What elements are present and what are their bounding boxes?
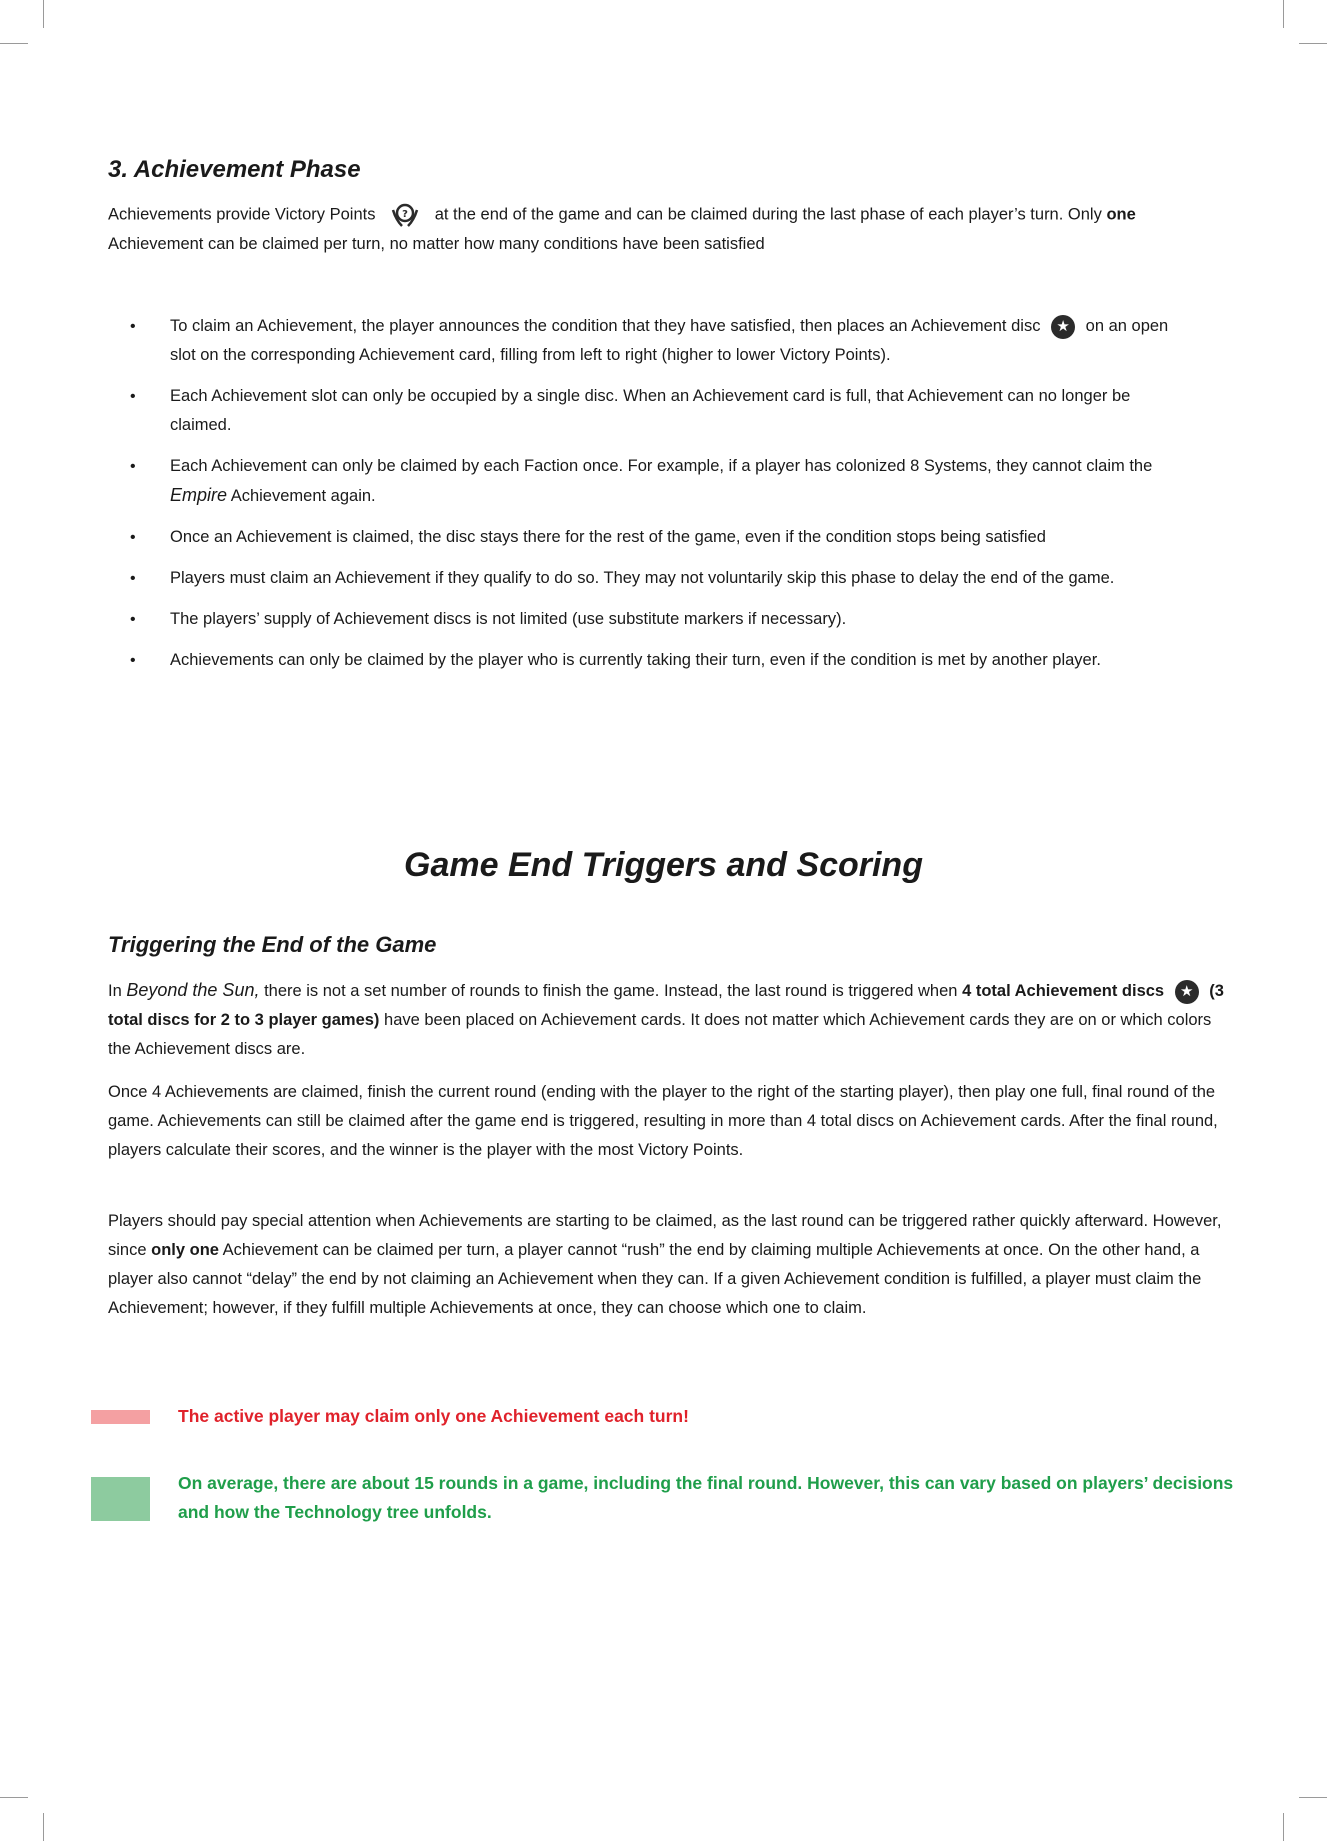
bullet-3-text-a: Each Achievement can only be claimed by each Faction once. For example, if a player has colonized 8 Systems, they cannot claim the	[170, 457, 1153, 475]
achievement-disc-icon: ★	[1175, 980, 1199, 1004]
trigger-3-bold: only one	[151, 1241, 219, 1259]
bullet-5-text: Players must claim an Achievement if they qualify to do so. They may not voluntarily skip this phase to delay the end of the game.	[170, 569, 1115, 587]
red-note-bar	[91, 1410, 150, 1424]
bullet-1-text-b: on an open slot on the corresponding Achievement card, filling from left to right (higher to lower Victory Points).	[170, 317, 1169, 364]
trigger-paragraph-2: Once 4 Achievements are claimed, finish the current round (ending with the player to the right of the starting player), then play one full, final round of the game. Achievements can still be claimed after the game end is triggered, resulting in more than 4 total discs on Achievement cards. After the final round, players calculate their scores, and the winner is the player with the most Victory Points.	[108, 1083, 1218, 1159]
intro-text-b: at the end of the game and can be claimed during the last phase of each player’s turn. Only	[434, 205, 1102, 224]
victory-points-icon	[390, 200, 420, 230]
trigger-text-c: have been placed on Achievement cards. It does not matter which Achievement cards they are on or which colors the Achievement discs are.	[108, 1011, 1212, 1058]
list-item	[108, 452, 1188, 511]
green-note: On average, there are about 15 rounds in a game, including the final round. However, this can vary based on players’ decisions and how the Technology tree unfolds.	[178, 1473, 1234, 1522]
trigger-bold-b: (3 total discs for 2 to 3 player games)	[108, 982, 1224, 1029]
bullet-marker: •	[130, 388, 136, 405]
trigger-text-b: there is not a set number of rounds to finish the game. Instead, the last round is triggered when	[264, 982, 958, 1000]
achievement-disc-icon: ★	[1051, 315, 1075, 339]
crop-mark-bottom-right-h	[1299, 1797, 1327, 1798]
bullet-1-text-a: To claim an Achievement, the player announces the condition that they have satisfied, then places an Achievement disc	[170, 317, 1041, 335]
intro-text-a: Achievements provide Victory Points	[108, 205, 376, 224]
list-item	[108, 564, 1188, 593]
red-note: The active player may claim only one Achievement each turn!	[178, 1406, 689, 1426]
trigger-3-text-a: Players should pay special attention when Achievements are starting to be claimed, as the last round can be triggered rather quickly afterward. However, since	[108, 1212, 1222, 1259]
trigger-paragraph-3	[108, 1207, 1233, 1323]
svg-text:?: ?	[402, 209, 408, 220]
intro-paragraph	[108, 200, 1233, 259]
bullet-marker: •	[130, 611, 136, 628]
crop-mark-top-right-h	[1299, 43, 1327, 44]
trigger-bold-a: 4 total Achievement discs	[962, 982, 1165, 1000]
section-heading: 3. Achievement Phase	[108, 156, 361, 183]
bullet-marker: •	[130, 570, 136, 587]
crop-mark-top-right	[1283, 0, 1284, 28]
achievement-rules-list	[108, 312, 1188, 687]
crop-mark-top-left-h	[0, 43, 28, 44]
list-item	[108, 312, 1188, 370]
main-heading: Game End Triggers and Scoring	[404, 846, 923, 884]
sub-heading: Triggering the End of the Game	[108, 932, 437, 957]
crop-mark-top-left	[43, 0, 44, 28]
crop-mark-bottom-left-h	[0, 1797, 28, 1798]
bullet-2-text: Each Achievement slot can only be occupied by a single disc. When an Achievement card is full, that Achievement can no longer be claimed.	[170, 387, 1131, 434]
bullet-3-text-b: Achievement again.	[230, 487, 376, 505]
bullet-7-text: Achievements can only be claimed by the player who is currently taking their turn, even if the condition is met by another player.	[170, 651, 1101, 669]
bullet-6-text: The players’ supply of Achievement discs is not limited (use substitute markers if necessary).	[170, 610, 847, 628]
trigger-3-text-b: Achievement can be claimed per turn, a player cannot “rush” the end by claiming multiple Achievements at once. On the other hand, a player also cannot “delay” the end by not claiming an Achievement when they can. If a given Achievement condition is fulfilled, a player must claim the Achievement; however, if they fulfill multiple Achievements at once, they can choose which one to claim.	[108, 1241, 1202, 1317]
bullet-4-text: Once an Achievement is claimed, the disc stays there for the rest of the game, even if the condition stops being satisfied	[170, 528, 1046, 546]
bullet-marker: •	[130, 652, 136, 669]
bullet-marker: •	[130, 529, 136, 546]
crop-mark-bottom-left	[43, 1813, 44, 1841]
bullet-3-empire: Empire	[170, 485, 228, 505]
crop-mark-bottom-right	[1283, 1813, 1284, 1841]
list-item	[108, 646, 1188, 675]
trigger-paragraph-1	[108, 976, 1233, 1064]
list-item	[108, 382, 1188, 440]
list-item	[108, 605, 1188, 634]
intro-text-c: Achievement can be claimed per turn, no matter how many conditions have been satisfied	[108, 235, 765, 253]
bullet-marker: •	[130, 318, 136, 335]
list-item	[108, 523, 1188, 552]
game-title: Beyond the Sun,	[126, 980, 260, 1000]
bullet-marker: •	[130, 458, 136, 475]
intro-bold-one: one	[1106, 205, 1136, 224]
green-note-bar	[91, 1477, 150, 1521]
trigger-text-a: In	[108, 982, 122, 1000]
